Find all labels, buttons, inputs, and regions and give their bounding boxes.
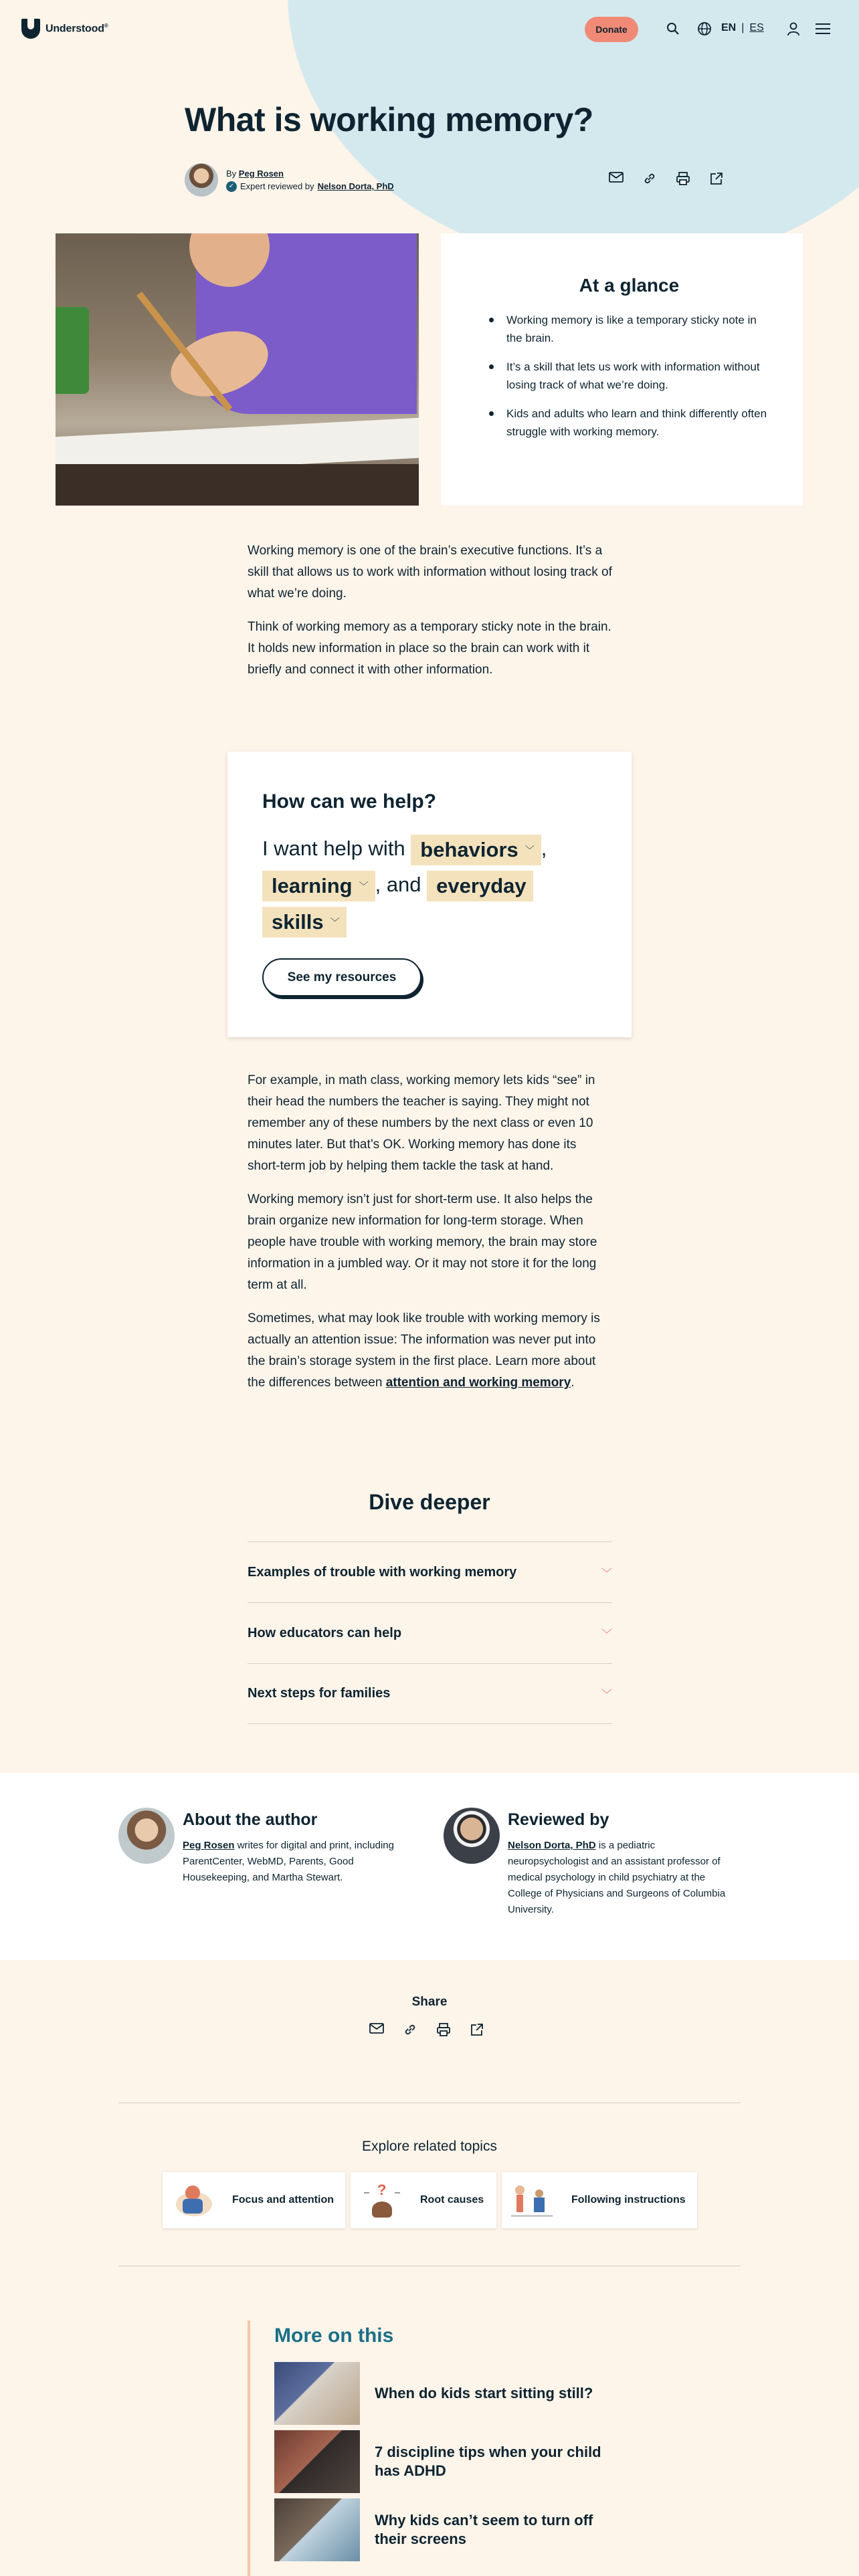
- author-avatar: [185, 163, 218, 197]
- about-author: [118, 1808, 406, 1886]
- lang-es-link[interactable]: ES: [749, 22, 764, 33]
- dive-deeper-accordion: [248, 1541, 612, 1724]
- link-icon[interactable]: [642, 171, 657, 189]
- more-on-this-title: More on this: [274, 2325, 394, 2347]
- site-header: [0, 0, 859, 58]
- external-share-icon[interactable]: [709, 171, 724, 189]
- donate-button[interactable]: Donate: [585, 17, 638, 42]
- instructions-illustration: [510, 2179, 557, 2222]
- paragraph: Working memory isn’t just for short-term use. It also helps the brain organize new information for long-term storage. When people have trouble with working memory, the brain may store information in a jumbled way. Or it may not store it for the long term at all.: [248, 1192, 597, 1292]
- search-icon[interactable]: [664, 20, 682, 37]
- email-icon[interactable]: [369, 2022, 384, 2040]
- author-section: [0, 1773, 859, 1960]
- email-icon[interactable]: [609, 171, 624, 189]
- hero-image: [56, 233, 419, 506]
- related-article[interactable]: 7 discipline tips when your child has ADHD: [274, 2430, 622, 2493]
- glance-item: It’s a skill that lets us work with information without losing track of what we’re doing.: [489, 358, 769, 394]
- everyday-skills-dropdown-line1[interactable]: everyday: [427, 871, 533, 901]
- author-bio-link[interactable]: Peg Rosen: [183, 1840, 235, 1851]
- more-on-this: [248, 2321, 622, 2576]
- reviewer-line: ✓ Expert reviewed by Nelson Dorta, PhD: [226, 181, 394, 192]
- help-card: [227, 752, 632, 1037]
- accordion-item[interactable]: How educators can help ﹀: [248, 1602, 612, 1663]
- at-a-glance-card: [441, 233, 803, 506]
- page-title: What is working memory?: [185, 101, 593, 138]
- external-share-icon[interactable]: [470, 2022, 484, 2040]
- reviewer-link[interactable]: Nelson Dorta, PhD: [317, 181, 394, 191]
- reviewed-by: [444, 1808, 731, 1918]
- root-causes-illustration: ?: [359, 2179, 405, 2222]
- user-icon[interactable]: [785, 20, 802, 37]
- verified-check-icon: ✓: [226, 181, 237, 192]
- share-toolbar-top: [609, 171, 724, 189]
- topic-card[interactable]: Following instructions: [502, 2172, 697, 2228]
- reviewed-by-title: Reviewed by: [508, 1810, 609, 1829]
- chevron-down-icon: ﹀: [524, 844, 535, 855]
- related-article[interactable]: Why kids can’t seem to turn off their screens: [274, 2498, 622, 2561]
- reviewer-photo: [444, 1808, 500, 1864]
- print-icon[interactable]: [676, 171, 690, 189]
- behaviors-dropdown[interactable]: behaviors ﹀: [411, 835, 541, 865]
- chevron-down-icon: ﹀: [330, 916, 340, 928]
- explore-title: Explore related topics: [362, 2139, 497, 2154]
- share-toolbar-bottom: [369, 2022, 484, 2040]
- glance-item: Kids and adults who learn and think differently often struggle with working memory.: [489, 405, 769, 441]
- logo-mark-icon: [21, 19, 40, 39]
- everyday-skills-dropdown-line2[interactable]: skills ﹀: [262, 907, 347, 938]
- article-thumbnail: [274, 2498, 360, 2561]
- article-thumbnail: [274, 2362, 360, 2425]
- globe-icon[interactable]: [696, 20, 713, 37]
- help-title: How can we help?: [262, 790, 437, 813]
- learning-dropdown[interactable]: learning ﹀: [262, 871, 375, 901]
- at-a-glance-title: At a glance: [579, 275, 680, 296]
- byline: [185, 163, 394, 197]
- help-sentence: I want help with behaviors ﹀ , learning ﹀ , and everyday skills ﹀: [262, 831, 597, 939]
- chevron-down-icon: ﹀: [359, 880, 369, 891]
- menu-icon[interactable]: [814, 20, 832, 37]
- link-icon[interactable]: [403, 2022, 417, 2040]
- focus-illustration: [171, 2179, 217, 2222]
- understood-logo[interactable]: [21, 19, 108, 39]
- intro-text: [248, 540, 612, 693]
- paragraph: Sometimes, what may look like trouble with working memory is actually an attention issue: The information was never put into the brain’s storage system in the first place. Learn more about the differences between attention and working memory.: [248, 1311, 600, 1390]
- topic-card[interactable]: Focus and attention: [163, 2172, 345, 2228]
- author-line: By Peg Rosen: [226, 168, 284, 179]
- topic-card[interactable]: ? Root causes: [351, 2172, 496, 2228]
- reviewer-bio-link[interactable]: Nelson Dorta, PhD: [508, 1840, 596, 1851]
- about-author-title: About the author: [183, 1810, 318, 1829]
- reviewer-bio: Nelson Dorta, PhD is a pediatric neuropsychologist and an assistant professor of medical psychology in child psychiatry at the College of Physicians and Surgeons of Columbia University.: [508, 1840, 726, 1915]
- lang-en-link[interactable]: EN: [721, 22, 737, 33]
- article-body: [248, 1070, 612, 1406]
- accordion-item[interactable]: Examples of trouble with working memory ﹀: [248, 1541, 612, 1602]
- paragraph: Working memory is one of the brain’s executive functions. It’s a skill that allows us to work with information without losing track of what we’re doing.: [248, 544, 612, 601]
- paragraph: Think of working memory as a temporary sticky note in the brain. It holds new information in place so the brain can work with it briefly and connect it with other information.: [248, 620, 611, 677]
- share-title: Share: [411, 1995, 448, 2009]
- see-my-resources-button[interactable]: See my resources: [262, 958, 421, 996]
- author-bio: Peg Rosen writes for digital and print, including ParentCenter, WebMD, Parents, Good Housekeeping, and Martha Stewart.: [183, 1840, 394, 1883]
- logo-text: Understood®: [45, 22, 108, 35]
- paragraph: For example, in math class, working memory lets kids “see” in their head the numbers the teacher is saying. They might not remember any of these numbers by the next class or even 10 minutes later. But that’s OK. Working memory has done its short-term job by helping them tackle the task at hand.: [248, 1073, 595, 1173]
- chevron-down-icon: ﹀: [601, 1689, 612, 1701]
- dive-deeper-title: Dive deeper: [369, 1490, 490, 1514]
- article-thumbnail: [274, 2430, 360, 2493]
- author-link[interactable]: Peg Rosen: [238, 168, 284, 179]
- accordion-item[interactable]: Next steps for families ﹀: [248, 1663, 612, 1724]
- chevron-down-icon: ﹀: [601, 1568, 612, 1580]
- glance-item: Working memory is like a temporary sticky note in the brain.: [489, 311, 769, 347]
- lang-separator: |: [741, 22, 745, 33]
- author-photo: [118, 1808, 175, 1864]
- language-switcher: [721, 22, 764, 34]
- related-topics: [163, 2172, 697, 2228]
- related-article[interactable]: When do kids start sitting still?: [274, 2362, 622, 2425]
- attention-working-memory-link[interactable]: attention and working memory: [385, 1376, 571, 1390]
- print-icon[interactable]: [436, 2022, 451, 2040]
- glance-list: [489, 311, 769, 441]
- chevron-down-icon: ﹀: [601, 1628, 612, 1640]
